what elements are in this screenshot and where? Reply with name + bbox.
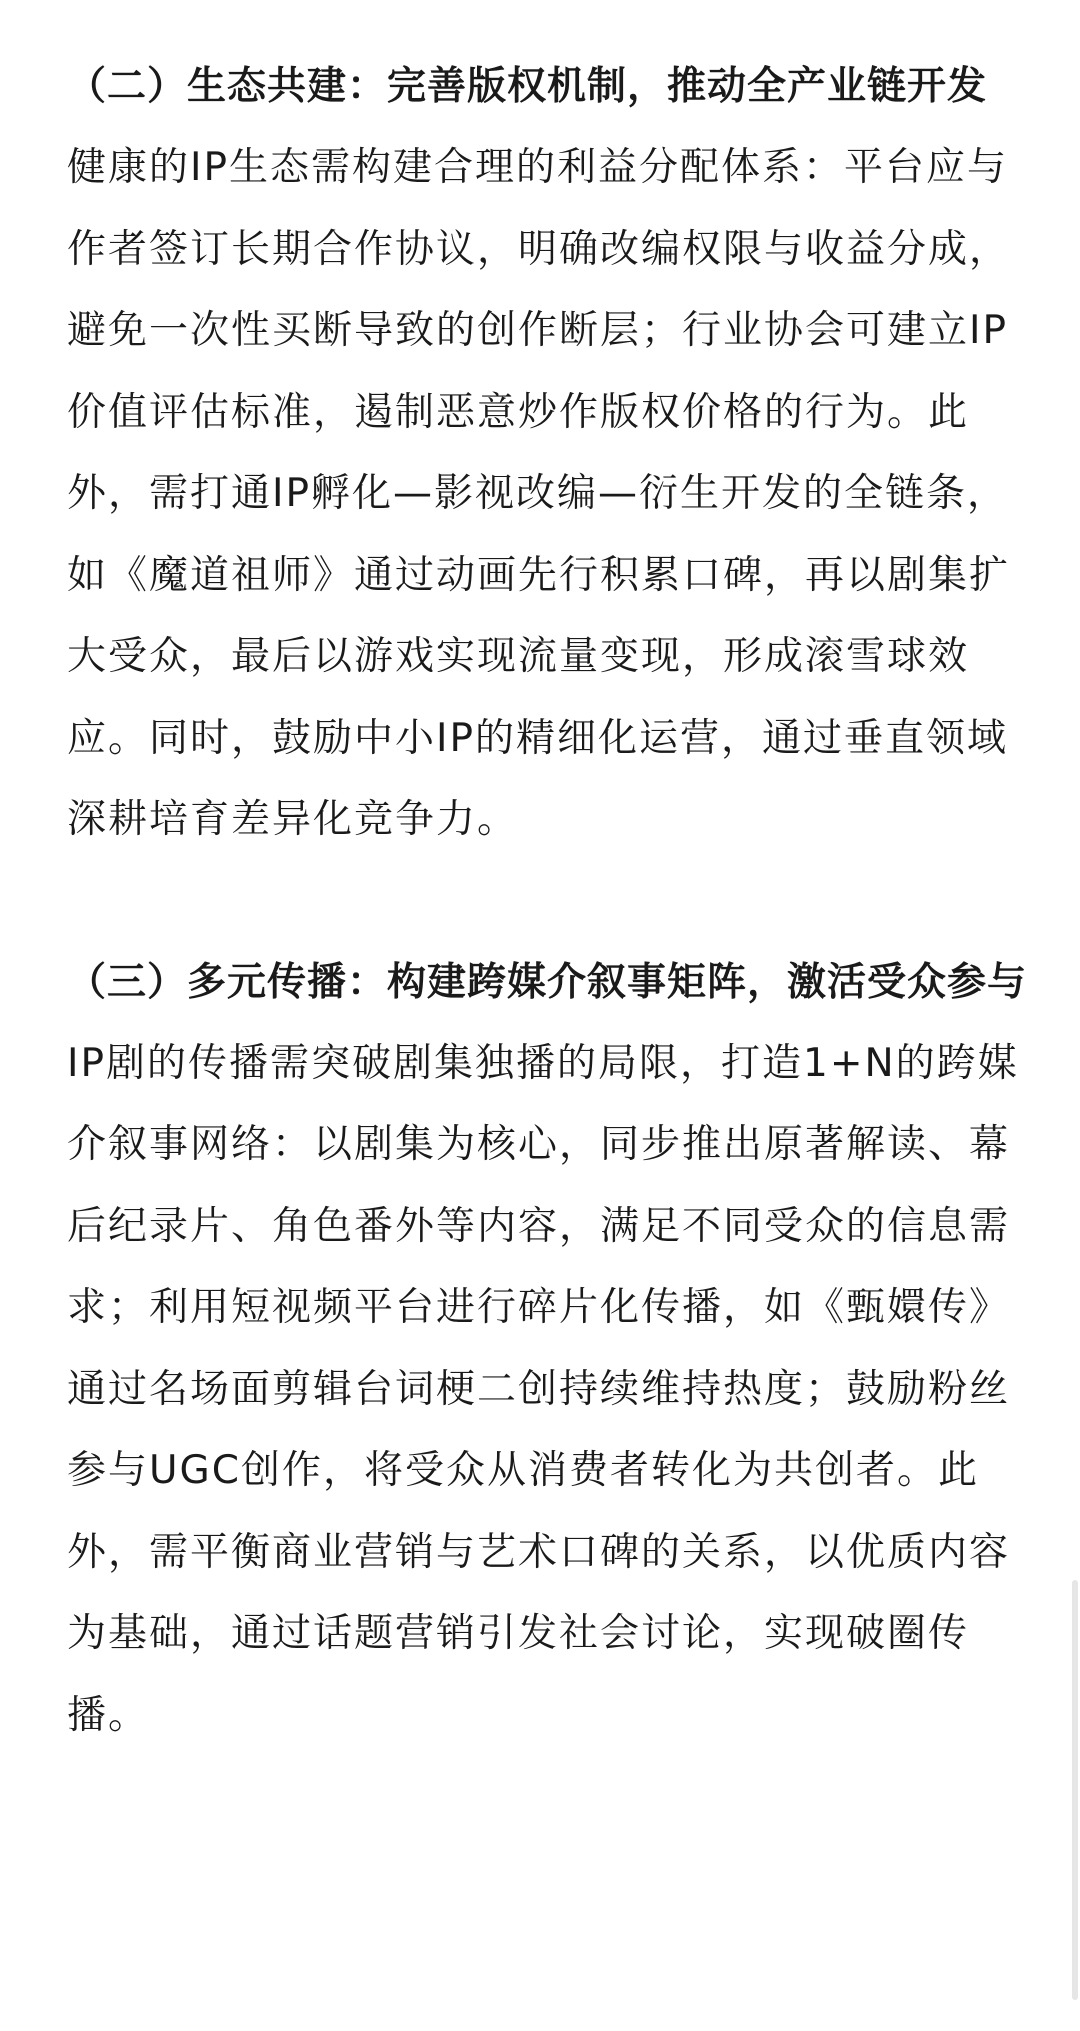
section-paragraph: 健康的IP生态需构建合理的利益分配体系：平台应与作者签订长期合作协议，明确改编权限与收益分成，避免一次性买断导致的创作断层；行业协会可建立IP价值评估标准，遏制恶意炒作版权价格的行为。此外，需打通IP孵化—影视改编—衍生开发的全链条，如《魔道祖师》通过动画先行积累口碑，再以剧集扩大受众，最后以游戏实现流量变现，形成滚雪球效应。同时，鼓励中小IP的精细化运营，通过垂直领域深耕培育差异化竞争力。 xyxy=(67,145,1011,842)
section-heading: （二）生态共建：完善版权机制，推动全产业链开发 xyxy=(67,64,988,109)
section-paragraph: IP剧的传播需突破剧集独播的局限，打造1+N的跨媒介叙事网络：以剧集为核心，同步推出原著解读、幕后纪录片、角色番外等内容，满足不同受众的信息需求；利用短视频平台进行碎片化传播，如《甄嬛传》通过名场面剪辑台词梗二创持续维持热度；鼓励粉丝参与UGC创作，将受众从消费者转化为共创者。此外，需平衡商业营销与艺术口碑的关系，以优质内容为基础，通过话题营销引发社会讨论，实现破圈传播。 xyxy=(67,1040,1019,1738)
section-spacer xyxy=(67,861,1027,942)
article-content xyxy=(67,46,1027,1756)
section-ecosystem xyxy=(67,46,1027,861)
section-communication xyxy=(67,942,1027,1757)
section-heading: （三）多元传播：构建跨媒介叙事矩阵，激活受众参与 xyxy=(67,959,1028,1005)
scrollbar[interactable] xyxy=(1072,1580,1078,2000)
